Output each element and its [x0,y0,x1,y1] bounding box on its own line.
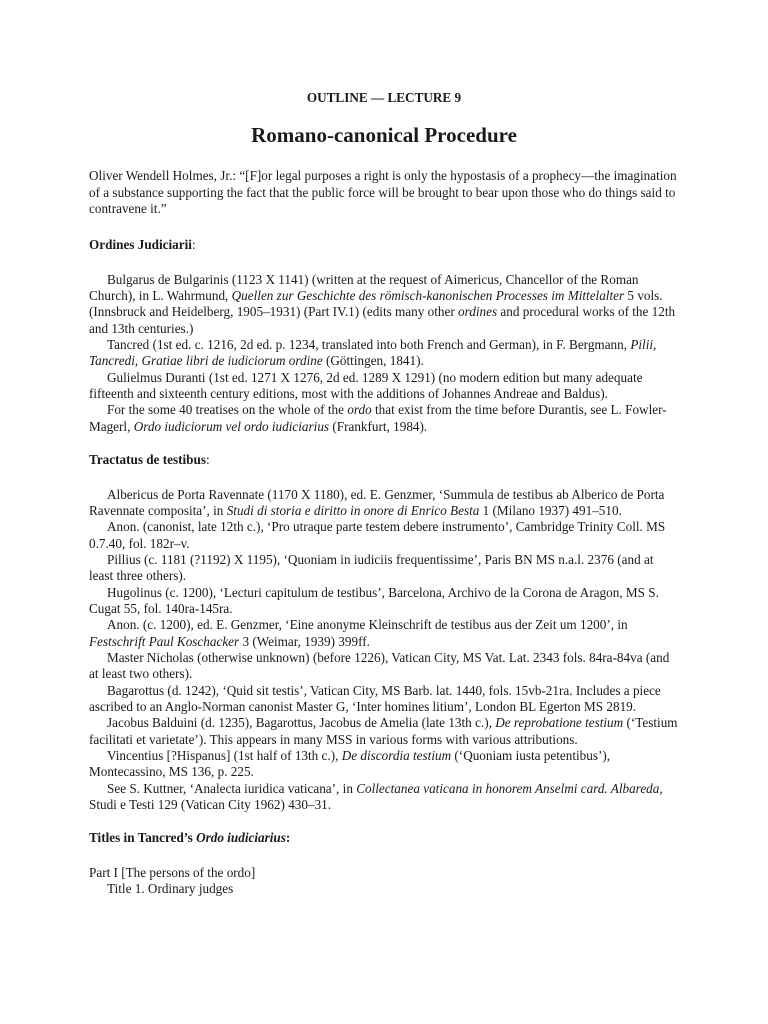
entry-text: Vincentius [?Hispanus] (1st half of 13th c.), [107,748,342,763]
entry-text: and procedural works of the 12th and 13th centuries.) [89,304,676,336]
entry-text: Bulgarus de Bulgarinis (1123 X 1141) (written at the request of Aimericus, Chancellor of the Roman Church), in L. Wahrmund, [89,271,639,304]
bibliography-entry [89,552,679,585]
work-title: Collectanea vaticana in honorem Anselmi card. Albareda [356,780,660,796]
bibliography-entry [89,370,679,403]
work-title: Pilii, Tancredi, Gratiae libri de iudiciorum ordine [89,337,657,369]
part-one-label: Part I [The persons of the ordo] [89,864,256,880]
entry-text: Gulielmus Duranti (1st ed. 1271 X 1276, 2d ed. 1289 X 1291) (no modern edition but many adequate fifteenth and sixteenth century editions, most with the additions of Johannes Andreae and Baldus). [89,369,643,402]
bibliography-entry [89,272,679,337]
entry-text: 1 (Milano 1937) 491–510. [479,502,622,518]
entry-text: Anon. (c. 1200), ed. E. Genzmer, ‘Eine anonyme Kleinschrift de testibus aus der Zeit um 1200’, in [107,617,628,633]
work-title: De reprobatione testium [495,715,624,731]
tractatus-heading-colon: : [205,452,210,468]
entry-text: Master Nicholas (otherwise unknown) (before 1226), Vatican City, MS Vat. Lat. 2343 fols. 84ra-84va (and at least two others). [89,649,670,682]
bibliography-entry [89,402,679,435]
entry-text: Anon. (canonist, late 12th c.), ‘Pro utraque parte testem debere instrumento’, Cambridge Trinity Coll. MS 0.7.40, fol. 182r–v. [89,519,666,551]
work-title: ordines [458,304,498,320]
bibliography-entry [89,585,679,618]
title-one-label: Title 1. Ordinary judges [107,881,234,897]
document-page [89,90,679,897]
ordines-list [89,272,679,435]
ordines-heading-text: Ordines Judiciarii [89,237,192,253]
work-title: Quellen zur Geschichte des römisch-kanonischen Processes im Mittelalter [231,288,625,304]
ordines-heading [89,237,679,253]
entry-text: (Frankfurt, 1984). [329,418,428,434]
bibliography-entry [89,487,679,520]
titles-heading-italic: Ordo iudiciarius [196,830,286,846]
entry-text: , Studi e Testi 129 (Vatican City 1962) 430–31. [89,780,663,813]
ordines-heading-colon: : [191,237,196,253]
page-title: Romano-canonical Procedure [251,123,517,148]
work-title: Studi di storia e diritto in onore di Enrico Besta [226,502,480,518]
bibliography-entry [89,519,679,552]
entry-text: 5 vols. (Innsbruck and Heidelberg, 1905–1931) (Part IV.1) (edits many other [89,288,663,320]
titles-heading-colon: : [285,830,291,846]
bibliography-entry [89,650,679,683]
bibliography-entry [89,337,679,370]
entry-text: (Göttingen, 1841). [322,353,424,369]
tractatus-heading-text: Tractatus de testibus [89,452,206,468]
entry-text: Albericus de Porta Ravennate (1170 X 1180), ed. E. Genzmer, ‘Summula de testibus ab Alberico de Porta Ravennate composita’, in [89,486,665,518]
lecture-label: OUTLINE — LECTURE 9 [306,90,462,105]
work-title: De discordia testium [341,748,452,763]
work-title: ordo [347,402,372,418]
entry-text: (‘Quoniam iusta petentibus’), Montecassino, MS 136, p. 225. [89,748,611,780]
bibliography-entry [89,617,679,650]
titles-heading-prefix: Titles in Tancred’s [89,830,197,846]
bibliography-entry [89,715,679,748]
entry-text: Jacobus Balduini (d. 1235), Bagarottus, Jacobus de Amelia (late 13th c.), [107,715,496,731]
entry-text: (‘Testium facilitati et varietate’). This appears in many MSS in various forms with various attributions. [89,715,678,747]
entry-text: See S. Kuttner, ‘Analecta iuridica vaticana’, in [107,780,357,796]
entry-text: that exist from the time before Durantis, see L. Fowler-Magerl, [89,402,667,434]
work-title: Festschrift Paul Koschacker [89,633,240,649]
work-title: Ordo iudiciorum vel ordo iudiciarius [133,418,330,434]
entry-text: Hugolinus (c. 1200), ‘Lecturi capitulum de testibus’, Barcelona, Archivo de la Corona de Aragon, MS S. Cugat 55, fol. 140ra-145ra. [89,584,659,616]
entry-text: For the some 40 treatises on the whole of the [107,402,348,418]
entry-text: Tancred (1st ed. c. 1216, 2d ed. p. 1234, translated into both French and German), in F. Bergmann, [107,337,631,353]
tractatus-heading [89,452,679,468]
entry-text: Pillius (c. 1181 (?1192) X 1195), ‘Quoniam in iudiciis frequentissime’, Paris BN MS n.a.l. 2376 (and at least three others). [89,551,654,584]
bibliography-entry [89,781,679,814]
titles-heading [89,830,679,846]
entry-text: 3 (Weimar, 1939) 399ff. [239,633,370,649]
tractatus-list [89,487,679,814]
holmes-quote: Oliver Wendell Holmes, Jr.: “[F]or legal purposes a right is only the hypostasis of a prophecy—the imagination of a substance supporting the fact that the public force will be brought to bear upon those who do things said to contravene it.” [89,168,677,217]
bibliography-entry [89,748,679,781]
bibliography-entry [89,683,679,716]
entry-text: Bagarottus (d. 1242), ‘Quid sit testis’, Vatican City, MS Barb. lat. 1440, fols. 15vb-21ra. Includes a piece ascribed to an Anglo-Norman canonist Master G, ‘Inter homines litium’, London BL Egerton MS 2819. [89,682,661,714]
